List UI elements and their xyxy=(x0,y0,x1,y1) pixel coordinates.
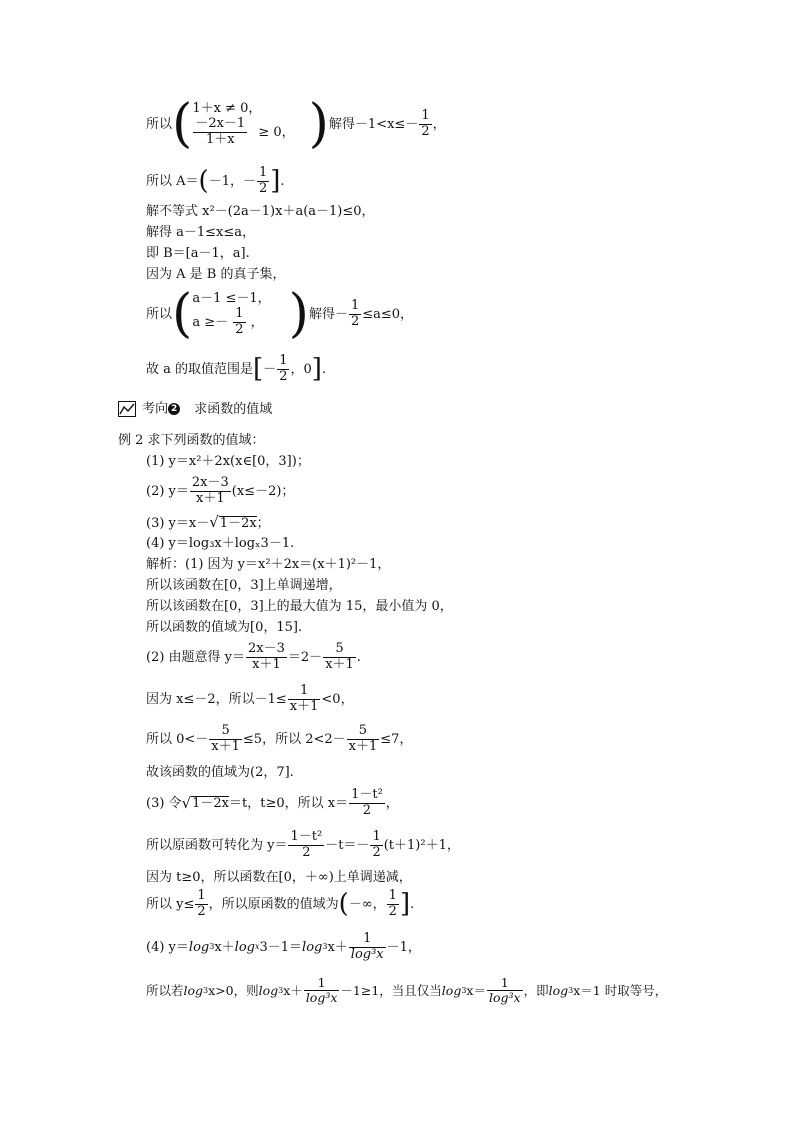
answer-line-12: 所以 y≤ $\frac{1}{2}$ ，所以原函数的值域为 ( －∞， $\frac{1}{2}$ ] . xyxy=(146,888,415,920)
section-heading: 考向 2 求函数的值域 xyxy=(118,401,272,417)
condition-1: 1＋x ≠ 0， xyxy=(192,100,262,116)
inequality-system: 1＋x ≠ 0， $\frac{-2x-1}{1+x}$ ≥ 0， xyxy=(192,100,295,148)
fraction: $\frac{1}{2}$ xyxy=(197,888,206,919)
line-so-system-1: 所以 ( 1＋x ≠ 0， $\frac{-2x-1}{1+x}$ ≥ 0， ) 解得－1<x≤－ $\frac{1}{2}$ ， xyxy=(146,94,446,154)
answer-line-4: 所以函数的值域为[0，15]. xyxy=(146,620,303,635)
bracket: [ xyxy=(253,354,264,385)
paren: ( xyxy=(338,889,349,920)
line-so-system-2: 所以 ( a－1 ≤－1， a ≥－ $\frac{1}{2}$ ， ) 解得－ $\frac{1}{2}$ ≤a≤0， xyxy=(146,284,414,344)
fraction: $\frac{\text{1－t²}}{2}$ xyxy=(290,829,323,860)
number-badge: 2 xyxy=(168,403,180,415)
fraction: $\frac{1}{\text{log³x}}$ xyxy=(305,975,338,1006)
fraction-half: $\frac{1}{2}$ xyxy=(279,353,288,384)
fraction: $\frac{5}{x+1}$ xyxy=(325,641,354,672)
answer-line-13: (4) y＝ log 3 x＋ log x 3－1＝ log 3 x＋ $\frac{1}{\text{log³x}}$ －1， xyxy=(146,931,421,962)
left-paren: ( xyxy=(172,284,193,344)
fraction-half: $\frac{1}{2}$ xyxy=(235,306,244,338)
fraction: $\frac{1}{\text{log³x}}$ xyxy=(488,975,521,1006)
trend-chart-icon xyxy=(118,401,136,417)
answer-line-5: (2) 由题意得 y＝ $\frac{2x-3}{x+1}$ ＝2－ $\frac{5}{x+1}$ . xyxy=(146,641,361,672)
line-set-a: 所以 A＝ ( －1，－ $\frac{1}{2}$ ] . xyxy=(146,165,285,197)
text: 所以 xyxy=(146,116,173,132)
answer-line-2: 所以该函数在[0，3]上单调递增， xyxy=(146,578,342,593)
example-title: 例 2 求下列函数的值域： xyxy=(118,433,265,448)
bracket: ] xyxy=(399,889,411,920)
answer-line-7: 所以 0<－ $\frac{5}{x+1}$ ≤5，所以 2<2－ $\frac{5}{x+1}$ ≤7， xyxy=(146,723,413,754)
line-set-b: 即 B＝[a－1，a]. xyxy=(146,246,250,261)
bracket: ] xyxy=(311,354,322,385)
answer-line-1: 解析：(1) 因为 y＝x²＋2x＝(x＋1)²－1， xyxy=(146,557,391,572)
question-3: (3) y＝x－√1－2x； xyxy=(146,513,270,531)
bracket: ] xyxy=(270,166,281,197)
fraction: $\frac{5}{x+1}$ xyxy=(211,723,240,754)
fraction: $\frac{\text{1－t²}}{2}$ xyxy=(351,787,383,818)
answer-line-11: 因为 t≥0，所以函数在[0，＋∞)上单调递减， xyxy=(146,870,412,885)
right-paren: ) xyxy=(288,284,309,344)
answer-line-3: 所以该函数在[0，3]上的最大值为 15，最小值为 0， xyxy=(146,599,453,614)
line-range-a: 故 a 的取值范围是 [ － $\frac{1}{2}$ ，0 ] . xyxy=(146,353,327,385)
fraction: $\frac{1}{2}$ xyxy=(372,829,381,860)
fraction-half: $\frac{1}{2}$ xyxy=(258,165,268,196)
radical-sign: √ xyxy=(181,793,192,812)
paren: ( xyxy=(198,166,209,197)
answer-line-10: 所以原函数可转化为 y＝ $\frac{\text{1－t²}}{2}$ －t＝－ $\frac{1}{2}$ (t＋1)²＋1， xyxy=(146,829,460,860)
fraction: $\frac{2x-3}{x+1}$ xyxy=(191,475,229,506)
fraction: $\frac{5}{x+1}$ xyxy=(348,723,378,754)
left-paren: ( xyxy=(172,94,193,154)
answer-line-6: 因为 x≤－2，所以－1≤ $\frac{1}{x+1}$ <0， xyxy=(146,683,354,714)
fraction: $\frac{1}{x+1}$ xyxy=(289,683,319,714)
question-4: (4) y＝log₃x＋logₓ3－1. xyxy=(146,536,295,551)
answer-line-14: 所以若 log 3 x>0，则 log 3 x＋ $\frac{1}{\text{log³x}}$ －1≥1，当且仅当 log 3 x＝ $\frac{1}{\text{log³x}}$ ，即 log 3 x＝1 时取等号， xyxy=(146,975,668,1006)
fraction: $\frac{1}{2}$ xyxy=(388,888,397,919)
answer-line-9: (3) 令 √ 1－2x ＝t，t≥0，所以 x＝ $\frac{\text{1－t²}}{2}$ ， xyxy=(146,787,399,818)
solution-text: 解得－1<x≤－ xyxy=(328,116,419,132)
radical-sign: √ xyxy=(209,513,219,531)
fraction: $\frac{1}{\text{log³x}}$ xyxy=(350,931,384,962)
fraction-half: $\frac{1}{2}$ xyxy=(421,107,430,139)
inequality-system: a－1 ≤－1， a ≥－ $\frac{1}{2}$ ， xyxy=(192,290,271,338)
fraction: $\frac{-2x-1}{1+x}$ xyxy=(195,116,246,148)
line-solution-x: 解得 a－1≤x≤a， xyxy=(146,225,256,240)
line-inequality: 解不等式 x²－(2a－1)x＋a(a－1)≤0， xyxy=(146,204,375,219)
right-paren: ) xyxy=(308,94,329,154)
answer-line-8: 故该函数的值域为(2，7]. xyxy=(146,765,294,780)
question-2: (2) y＝ $\frac{2x-3}{x+1}$ (x≤－2)； xyxy=(146,475,295,506)
line-proper-subset: 因为 A 是 B 的真子集， xyxy=(146,267,286,282)
fraction: $\frac{2x-3}{x+1}$ xyxy=(248,641,285,672)
fraction-half: $\frac{1}{2}$ xyxy=(350,297,360,329)
question-1: (1) y＝x²＋2x(x∈[0，3])； xyxy=(146,454,310,469)
